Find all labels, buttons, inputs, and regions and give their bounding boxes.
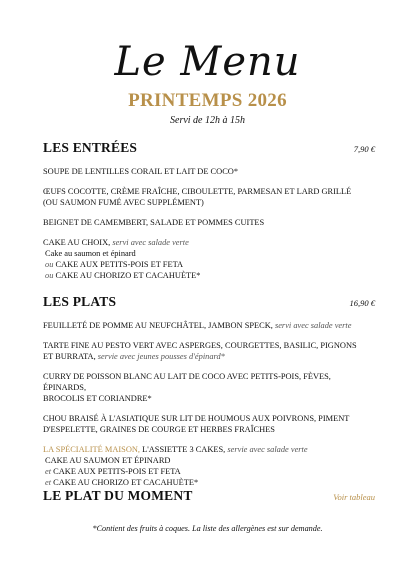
menu-title: Le Menu xyxy=(114,39,301,85)
specialite-option xyxy=(43,477,375,488)
plat-item xyxy=(43,340,375,362)
specialite-option-label: CAKE AU CHORIZO ET CACAHUÈTE* xyxy=(53,478,199,487)
and-word: et xyxy=(45,478,52,487)
plat-item-note: servie avec jeunes pousses d'épinard* xyxy=(97,352,225,361)
cake-option xyxy=(43,270,375,281)
specialite-main: L'ASSIETTE 3 CAKES, xyxy=(142,445,226,454)
plat-item-note: servi avec salade verte xyxy=(274,321,352,330)
specialite-option-label: CAKE AUX PETITS-POIS ET FETA xyxy=(53,467,181,476)
entree-item xyxy=(43,186,375,208)
plats-header xyxy=(43,294,375,310)
entrees-header xyxy=(43,140,375,156)
plat-item-line: BROCOLIS ET CORIANDRE* xyxy=(43,394,152,403)
plat-item-line: CHOU BRAISÉ À L'ASIATIQUE SUR LIT DE HOUMOUS AUX POIVRONS, PIMENT xyxy=(43,414,350,423)
plat-item xyxy=(43,371,375,404)
moment-title: LE PLAT DU MOMENT xyxy=(43,488,193,503)
specialite-option: CAKE AU SAUMON ET ÉPINARD xyxy=(45,456,171,465)
specialite-item xyxy=(43,444,375,455)
cake-option xyxy=(43,259,375,270)
entree-item: SOUPE DE LENTILLES CORAIL ET LAIT DE COCO* xyxy=(43,167,239,176)
entree-item-line: (OU SAUMON FUMÉ AVEC SUPPLÉMENT) xyxy=(43,198,204,207)
section-plats xyxy=(43,294,375,488)
cake-option: Cake au saumon et épinard xyxy=(45,249,136,258)
voir-tableau-link[interactable]: Voir tableau xyxy=(333,492,375,502)
section-entrees xyxy=(43,140,375,281)
entree-cake xyxy=(43,237,375,248)
service-hours: Servi de 12h à 15h xyxy=(170,115,245,126)
specialite-option xyxy=(43,466,375,477)
season-title: PRINTEMPS 2026 xyxy=(128,90,287,111)
cake-label: CAKE AU CHOIX, xyxy=(43,238,111,247)
specialite-note: servie avec salade verte xyxy=(227,445,308,454)
or-word: ou xyxy=(45,260,54,269)
plat-item-label: FEUILLETÉ DE POMME AU NEUFCHÂTEL, JAMBON SPECK, xyxy=(43,321,273,330)
section-plat-du-moment xyxy=(43,488,375,504)
plats-price: 16,90 € xyxy=(349,298,375,308)
plat-item-line: ET BURRATA, xyxy=(43,352,96,361)
cake-note: servi avec salade verte xyxy=(112,238,189,247)
or-word: ou xyxy=(45,271,54,280)
entree-item-line: ŒUFS COCOTTE, CRÈME FRAÎCHE, CIBOULETTE, PARMESAN ET LARD GRILLÉ xyxy=(43,187,352,196)
specialite-label: LA SPÉCIALITÉ MAISON, xyxy=(43,445,141,454)
plat-item-line: TARTE FINE AU PESTO VERT AVEC ASPERGES, COURGETTES, BASILIC, PIGNONS xyxy=(43,341,357,350)
plat-item-line: CURRY DE POISSON BLANC AU LAIT DE COCO AVEC PETITS-POIS, FÈVES, ÉPINARDS, xyxy=(43,372,331,392)
entrees-price: 7,90 € xyxy=(353,144,375,154)
entree-item: BEIGNET DE CAMEMBERT, SALADE ET POMMES CUITES xyxy=(43,218,265,227)
plat-item xyxy=(43,320,375,331)
cake-option-label: CAKE AU CHORIZO ET CACAHUÈTE* xyxy=(55,271,201,280)
plat-item xyxy=(43,413,375,435)
and-word: et xyxy=(45,467,52,476)
plats-title: LES PLATS xyxy=(43,294,117,309)
allergen-footnote: *Contient des fruits à coques. La liste des allergènes est sur demande. xyxy=(92,524,323,533)
entrees-title: LES ENTRÉES xyxy=(43,140,138,155)
moment-header xyxy=(43,488,375,504)
plat-item-line: D'ESPELETTE, GRAINES DE COURGE ET HERBES FRAÎCHES xyxy=(43,425,275,434)
menu-header xyxy=(0,36,415,126)
cake-option-label: CAKE AUX PETITS-POIS ET FETA xyxy=(55,260,184,269)
